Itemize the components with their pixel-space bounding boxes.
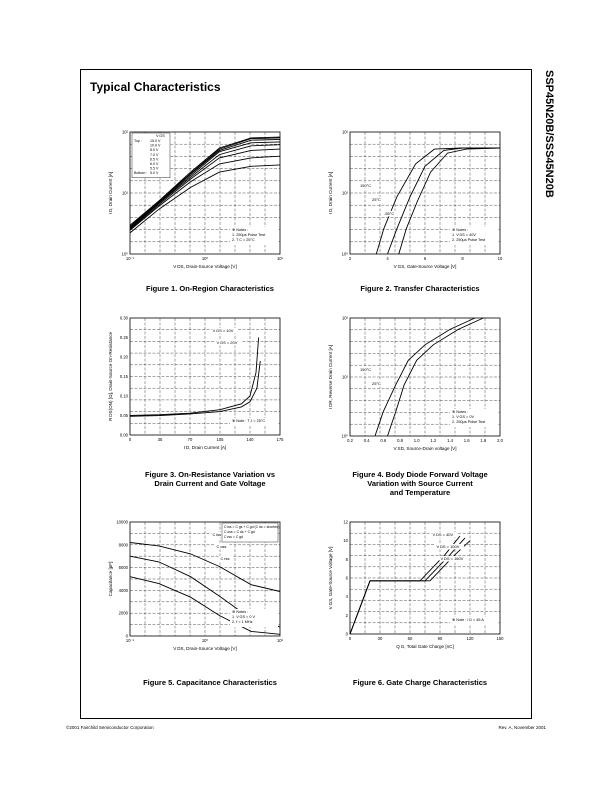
y-tick-label: 10⁰ xyxy=(341,251,348,257)
curve-label-text: 25°C xyxy=(372,381,381,387)
notes-box xyxy=(450,409,498,427)
series-line xyxy=(130,361,260,416)
x-tick-label: 0.8 xyxy=(397,438,403,443)
series-line xyxy=(350,538,465,634)
curve-label xyxy=(371,197,383,203)
curve-label xyxy=(216,340,242,346)
y-tick-label: 0.20 xyxy=(119,354,128,360)
note-text: 2. T C = 25°C xyxy=(232,238,255,242)
curve-label-text: 25°C xyxy=(372,196,381,202)
legend-value: 5.0 V xyxy=(150,171,159,176)
y-tick-label: 0.15 xyxy=(119,374,128,379)
curve-label-text: V GS = 10V xyxy=(212,328,234,333)
curve-label xyxy=(212,328,238,334)
curve-label xyxy=(216,544,230,550)
x-tick-label: 1.4 xyxy=(447,438,453,443)
x-tick-label: 30 xyxy=(377,636,383,641)
curve-label xyxy=(432,532,458,538)
y-tick-label: 10² xyxy=(121,129,128,135)
y-tick-label: 0.25 xyxy=(119,335,128,340)
y-tick-label: 10² xyxy=(341,315,348,321)
legend-title: V GS xyxy=(156,134,165,138)
notes-box xyxy=(230,609,278,627)
y-axis-label: I D, Drain Current [A] xyxy=(328,171,333,215)
legend-value: 6.5 V xyxy=(150,157,159,162)
note-text: ※ Notes : xyxy=(232,610,249,614)
series-line xyxy=(350,536,460,634)
chart-svg xyxy=(320,126,506,276)
chart-svg xyxy=(100,312,286,457)
x-tick-label: 0.4 xyxy=(363,438,370,443)
note-text: 1. V GS = 0V xyxy=(452,415,474,419)
chart-svg xyxy=(320,516,506,656)
figure-3-caption xyxy=(100,470,320,488)
note-text: 2. 250μs Pulse Test xyxy=(452,420,486,424)
y-axis-label: R DS(ON) [Ω], Drain-Source On-Resistance xyxy=(108,331,113,422)
x-tick-label: 1.8 xyxy=(480,438,487,443)
y-tick-label: 10⁰ xyxy=(121,251,128,257)
y-tick-label: 10² xyxy=(341,129,348,135)
y-tick-label: 12 xyxy=(343,519,348,525)
figure-3-on-resistance xyxy=(100,312,286,457)
x-tick-label: 90 xyxy=(437,636,443,641)
curve-label xyxy=(220,556,234,562)
caption-line: Figure 3. On-Resistance Variation vs xyxy=(144,470,276,479)
y-tick-label: 0.00 xyxy=(119,432,128,438)
note-text: 1. 250μs Pulse Test xyxy=(232,233,266,237)
x-tick-label: 120 xyxy=(466,636,474,641)
legend-value: 8.0 V xyxy=(150,148,159,153)
y-tick-label: 0.30 xyxy=(119,315,128,321)
x-tick-label: 10⁰ xyxy=(201,256,209,261)
curve-label-text: C rss xyxy=(220,556,230,561)
part-number-title: SSP45N20B/SSS45N20B xyxy=(543,70,555,198)
y-axis-label: I D, Drain Current [A] xyxy=(108,171,113,215)
curve-label-text: V DS = 160V xyxy=(440,556,464,561)
x-tick-label: 10 xyxy=(497,256,503,261)
y-tick-label: 10000 xyxy=(116,519,128,525)
note-text: ※ Note : T J = 25°C xyxy=(232,419,266,423)
note-text: 2. 250μs Pulse Test xyxy=(452,238,486,242)
caption-line: Variation with Source Current xyxy=(367,479,473,488)
y-tick-label: 4 xyxy=(345,594,348,600)
x-tick-label: 10⁻¹ xyxy=(125,638,135,643)
y-tick-label: 10¹ xyxy=(341,374,348,380)
y-tick-label: 0.05 xyxy=(119,413,128,418)
x-tick-label: 105 xyxy=(216,437,224,442)
x-tick-label: 10⁻¹ xyxy=(125,256,135,261)
x-tick-label: 2.0 xyxy=(497,438,503,443)
x-tick-label: 1.0 xyxy=(413,438,420,443)
y-tick-label: 8 xyxy=(345,556,348,562)
x-tick-label: 10¹ xyxy=(276,256,284,261)
figure-6-gate-charge xyxy=(320,516,506,656)
legend-entry: C oss = C ds + C gd xyxy=(224,530,255,534)
x-tick-label: 1.6 xyxy=(463,438,470,443)
legend-value: 15.0 V xyxy=(150,139,161,143)
x-axis-label: V DS, Drain-Source Voltage [V] xyxy=(173,264,237,269)
note-text: ※ Notes : xyxy=(232,228,249,232)
curve-label xyxy=(440,556,468,562)
x-tick-label: 8 xyxy=(461,256,464,261)
x-tick-label: 140 xyxy=(246,437,254,442)
y-tick-label: 10¹ xyxy=(341,190,348,196)
y-tick-label: 8000 xyxy=(118,542,128,548)
x-axis-label: V SD, Source-Drain voltage [V] xyxy=(393,446,457,451)
x-tick-label: 35 xyxy=(157,437,163,442)
curve-label xyxy=(359,183,373,189)
notes-box xyxy=(450,227,498,245)
y-tick-label: 4000 xyxy=(118,587,128,593)
figure-4-body-diode xyxy=(320,312,506,458)
caption-line: Figure 4. Body Diode Forward Voltage xyxy=(352,470,488,479)
x-tick-label: 10¹ xyxy=(276,638,284,643)
x-axis-label: V DS, Drain-Source Voltage [V] xyxy=(173,646,237,651)
page-title: Typical Characteristics xyxy=(90,80,221,94)
x-tick-label: 1.2 xyxy=(430,438,437,443)
footer-revision: Rev. A, November 2001 xyxy=(498,725,546,730)
curve-label-text: 150°C xyxy=(360,367,372,373)
figure-4-caption xyxy=(310,470,530,497)
legend-value: 10.0 V xyxy=(150,143,161,148)
legend-label: Top : xyxy=(134,139,142,143)
caption-line: Figure 5. Capacitance Characteristics xyxy=(143,678,277,687)
x-tick-label: 0 xyxy=(128,437,132,442)
caption-line: Figure 2. Transfer Characteristics xyxy=(360,284,480,293)
curve-label-text: -55°C xyxy=(384,210,395,216)
caption-line: and Temperature xyxy=(389,488,451,497)
caption-line: Figure 1. On-Region Characteristics xyxy=(146,284,274,293)
curve-label-text: V DS = 40V xyxy=(432,532,454,537)
note-text: ※ Notes : xyxy=(452,410,469,414)
figure-1-on-region xyxy=(100,126,286,276)
note-text: 1. V DS = 40V xyxy=(452,233,476,237)
x-tick-label: 70 xyxy=(187,437,193,442)
legend-box xyxy=(222,523,279,542)
chart-svg xyxy=(100,516,286,658)
legend-entry: C iss = C gs + C gd (C ds = shorted) xyxy=(224,525,280,529)
notes-box xyxy=(230,227,278,245)
curve-label-text: C iss xyxy=(212,532,222,537)
figure-5-capacitance xyxy=(100,516,286,658)
x-tick-label: 0.2 xyxy=(347,438,353,443)
curve-label xyxy=(383,211,397,217)
x-tick-label: 10⁰ xyxy=(201,638,209,643)
y-tick-label: 6 xyxy=(345,575,348,581)
figure-6-caption xyxy=(310,678,530,687)
note-text: 1. V GS = 0 V xyxy=(232,615,256,619)
y-axis-label: Capacitance [pF] xyxy=(108,561,113,597)
footer-copyright: ©2001 Fairchild Semiconductor Corporation xyxy=(66,725,154,730)
y-tick-label: 10 xyxy=(343,538,348,544)
x-tick-label: 4 xyxy=(386,256,389,261)
figure-2-transfer xyxy=(320,126,506,276)
chart-svg xyxy=(320,312,506,458)
legend-value: 6.0 V xyxy=(150,162,159,166)
y-tick-label: 2000 xyxy=(118,610,128,616)
x-tick-label: 0 xyxy=(348,636,352,641)
y-tick-label: 0.10 xyxy=(119,393,128,399)
note-text: ※ Notes : xyxy=(452,228,469,232)
curve-label-text: V GS = 20V xyxy=(216,340,238,345)
figure-2-caption xyxy=(310,284,530,293)
notes-box xyxy=(450,617,498,625)
x-axis-label: I D, Drain Current [A] xyxy=(183,445,227,450)
y-tick-label: 0 xyxy=(345,631,348,637)
legend-value: 5.5 V xyxy=(150,166,159,171)
x-axis-label: Q G, Total Gate Charge [nC] xyxy=(396,644,454,649)
x-tick-label: 150 xyxy=(496,636,504,641)
curve-label xyxy=(359,367,373,373)
x-tick-label: 60 xyxy=(407,636,413,641)
plot-area xyxy=(130,318,280,435)
x-tick-label: 2 xyxy=(348,256,352,261)
notes-box xyxy=(230,418,278,426)
note-text: ※ Note : I D = 45 A xyxy=(452,618,484,622)
figure-5-caption xyxy=(100,678,320,687)
x-tick-label: 175 xyxy=(276,437,284,442)
y-tick-label: 2 xyxy=(345,612,348,618)
curve-label xyxy=(371,381,383,387)
y-tick-label: 10¹ xyxy=(121,190,128,196)
chart-svg xyxy=(100,126,286,276)
y-axis-label: I DR, Reverse Drain Current [A] xyxy=(328,344,333,410)
y-tick-label: 10⁰ xyxy=(341,433,348,439)
caption-line: Figure 6. Gate Charge Characteristics xyxy=(352,678,488,687)
y-tick-label: 6000 xyxy=(118,565,128,571)
curve-label xyxy=(436,544,464,550)
caption-line: Drain Current and Gate Voltage xyxy=(154,479,266,488)
legend-entry: C rss = C gd xyxy=(224,535,244,539)
x-tick-label: 0.6 xyxy=(380,438,387,443)
curve-label-text: 150°C xyxy=(360,182,372,188)
legend-label: Bottom : xyxy=(134,171,148,176)
y-axis-label: V GS, Gate-Source Voltage [V] xyxy=(328,546,333,610)
curve-label-text: V DS = 100V xyxy=(436,544,460,549)
figure-1-caption xyxy=(100,284,320,293)
curve-label-text: C oss xyxy=(216,544,227,549)
y-tick-label: 0 xyxy=(125,633,128,639)
x-axis-label: V GS, Gate-Source Voltage [V] xyxy=(393,264,457,269)
legend-value: 7.0 V xyxy=(150,152,159,157)
note-text: 2. f = 1 MHz xyxy=(232,620,253,624)
x-tick-label: 6 xyxy=(423,256,427,261)
legend-box xyxy=(132,133,170,178)
